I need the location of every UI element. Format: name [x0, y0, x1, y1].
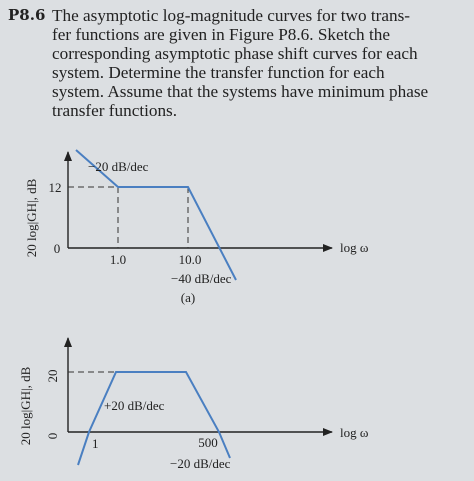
chart-a-xtick: 1.0	[109, 252, 127, 267]
problem-line: transfer functions.	[52, 101, 178, 120]
chart-a	[24, 150, 369, 305]
problem-line: The asymptotic log-magnitude curves for two trans-	[52, 6, 410, 25]
chart-a-xtick: 10.0	[178, 252, 202, 267]
chart-a-ytick: 12	[48, 180, 62, 195]
chart-a-ytick: 0	[53, 241, 61, 256]
problem-line: corresponding asymptotic phase shift curves for each	[52, 44, 418, 63]
problem-line: fer functions are given in Figure P8.6. Sketch the	[52, 25, 390, 44]
problem-number: P8.6	[8, 6, 46, 24]
chart-b-ylabel: 20 log|GH|, dB	[18, 366, 33, 446]
chart-a-xlabel: log ω	[340, 240, 369, 255]
chart-b-xtick: 500	[198, 435, 218, 450]
chart-b	[18, 338, 369, 471]
problem-line: system. Determine the transfer function for each	[52, 63, 385, 82]
chart-b-curve	[78, 372, 230, 465]
chart-a-ylabel: 20 log|GH|, dB	[24, 178, 39, 258]
chart-a-panel-label: (a)	[180, 290, 196, 305]
chart-a-slope-label: −40 dB/dec	[171, 271, 232, 286]
chart-b-slope-label: −20 dB/dec	[170, 456, 231, 471]
chart-b-ytick: 20	[45, 369, 60, 383]
problem-line: system. Assume that the systems have minimum phase	[52, 82, 429, 101]
chart-b-ytick: 0	[45, 432, 60, 440]
chart-b-xlabel: log ω	[340, 425, 369, 440]
chart-b-xtick: 1	[92, 436, 99, 451]
chart-b-slope-label: +20 dB/dec	[104, 398, 165, 413]
chart-a-slope-label: −20 dB/dec	[88, 159, 149, 174]
